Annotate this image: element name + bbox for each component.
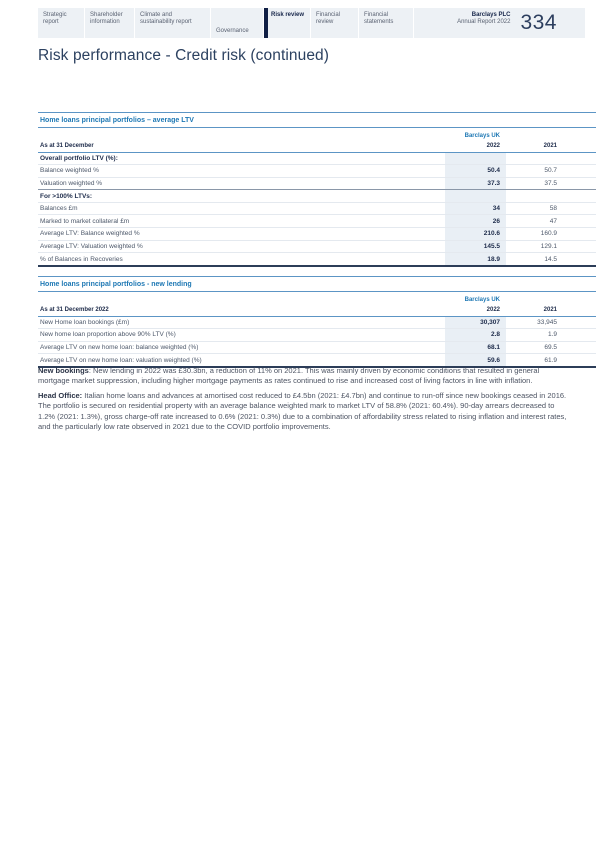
table-row (38, 164, 596, 177)
value-2022: 50.4 (445, 165, 506, 177)
commentary-paragraph (38, 391, 569, 433)
table-body (38, 317, 596, 366)
commentary (38, 366, 569, 436)
value-2022: 30,307 (445, 317, 506, 329)
nav-tab-shareholder-information[interactable] (85, 8, 135, 38)
table-row (38, 240, 596, 253)
value-2021: 160.9 (540, 230, 557, 238)
value-2021: 69.5 (544, 343, 557, 351)
table-body (38, 153, 596, 265)
row-label: Average LTV on new home loan: valuation weighted (%) (40, 356, 202, 364)
value-2022: 26 (445, 215, 506, 227)
table-row (38, 189, 596, 202)
value-2021 (506, 153, 558, 165)
nav-tab-strategic-report[interactable] (38, 8, 85, 38)
value-2021: 37.5 (544, 179, 557, 187)
nav-tab-climate-and-sustainability-report[interactable] (135, 8, 211, 38)
date-label: As at 31 December (40, 143, 94, 149)
table-group-header-row (38, 292, 596, 305)
nav-tab-governance[interactable] (211, 8, 264, 38)
table-title: Home loans principal portfolios – average LTV (38, 113, 596, 128)
row-spacer (558, 253, 596, 265)
row-spacer (558, 178, 596, 190)
table-row (38, 252, 596, 265)
nav-tab-label: Governance (216, 28, 249, 34)
row-label: Average LTV on new home loan: balance weighted (%) (40, 343, 199, 351)
value-2021: 47 (549, 217, 557, 225)
row-spacer (558, 215, 596, 227)
value-2022: 68.1 (445, 342, 506, 354)
report-nav (38, 8, 585, 38)
paragraph-body: Italian home loans and advances at amortised cost reduced to £4.5bn (2021: £4.7bn) and continue to run-off since new bookings ceased in 2016. The portfolio is secured on residential property with an average balance weighted mark to market LTV of 58.8% (2021: 60.4%). 90-day arrears decreased to 1.2% (2021: 1.3%), gross charge-off rate increased to 0.6% (2021: 0.3%) due to a combination of affordability stress related to rising inflation and interest rates, and the particularly low rate observed in 2021 due to the COVID portfolio improvements. (38, 390, 567, 432)
table-row (38, 202, 596, 215)
table-row (38, 317, 596, 329)
table-row (38, 227, 596, 240)
row-label: Balance weighted % (40, 167, 99, 175)
nav-spacer (414, 8, 457, 38)
date-label: As at 31 December 2022 (40, 307, 109, 313)
brand-report: Annual Report 2022 (457, 19, 511, 25)
row-label: New Home loan bookings (£m) (40, 318, 130, 326)
table-row (38, 341, 596, 354)
nav-tab-financial-review[interactable] (311, 8, 359, 38)
table-row (38, 353, 596, 366)
paragraph-lead: Head Office: (38, 390, 83, 400)
row-label: Average LTV: Balance weighted % (40, 230, 140, 238)
value-2022: 18.9 (445, 253, 506, 265)
row-label: New home loan proportion above 90% LTV (%) (40, 331, 176, 339)
nav-tab-label: Strategic report (43, 12, 67, 25)
year-header-2022: 2022 (486, 143, 500, 149)
row-label: For >100% LTVs: (40, 192, 93, 200)
row-label: Marked to market collateral £m (40, 217, 130, 225)
value-2021: 14.5 (544, 255, 557, 263)
table-row (38, 177, 596, 190)
commentary-paragraph (38, 366, 569, 387)
value-2021: 1.9 (547, 331, 557, 339)
value-2021: 129.1 (540, 242, 557, 250)
nav-tab-label: Financial review (316, 12, 341, 25)
paragraph-lead: New bookings (38, 366, 89, 375)
value-2022: 34 (445, 203, 506, 215)
table-title: Home loans principal portfolios - new lending (38, 277, 596, 292)
group-header-barclays-uk: Barclays UK (464, 297, 500, 303)
page-title: Risk performance - Credit risk (continued) (38, 47, 330, 64)
nav-tab-label: Risk review (271, 12, 305, 18)
row-spacer (558, 203, 596, 215)
row-spacer (558, 241, 596, 253)
value-2021: 33,945 (537, 318, 557, 326)
row-label: Valuation weighted % (40, 179, 103, 187)
page-number: 334 (520, 11, 557, 34)
row-spacer (558, 354, 596, 366)
table-row (38, 153, 596, 165)
value-2021 (506, 190, 558, 202)
nav-tabs (38, 8, 414, 38)
year-header-2021: 2021 (543, 143, 557, 149)
nav-tab-label: Climate and sustainability report (140, 12, 192, 25)
row-label: Balances £m (40, 205, 78, 213)
value-2022: 59.6 (445, 354, 506, 366)
year-header-2022: 2022 (486, 307, 500, 313)
year-header-2021: 2021 (543, 307, 557, 313)
row-spacer (558, 342, 596, 354)
value-2022 (445, 153, 506, 165)
nav-tab-label: Financial statements (364, 12, 394, 25)
row-label: % of Balances in Recoveries (40, 255, 123, 263)
value-2021: 50.7 (544, 167, 557, 175)
row-label: Overall portfolio LTV (%): (40, 154, 118, 162)
value-2022: 2.8 (445, 329, 506, 341)
value-2021: 58 (549, 205, 557, 213)
row-label: Average LTV: Valuation weighted % (40, 242, 143, 250)
value-2022: 37.3 (445, 178, 506, 190)
table-row (38, 328, 596, 341)
row-spacer (558, 317, 596, 329)
table-row (38, 214, 596, 227)
table-column-header-row (38, 141, 596, 153)
row-spacer (558, 228, 596, 240)
nav-tab-financial-statements[interactable] (359, 8, 414, 38)
table-column-header-row (38, 305, 596, 317)
nav-tab-label: Shareholder information (90, 12, 123, 25)
brand-name: Barclays PLC (471, 12, 511, 18)
table-group-header-row (38, 128, 596, 141)
row-spacer (558, 329, 596, 341)
table-new-lending (38, 276, 596, 368)
brand-block (457, 8, 516, 38)
group-header-barclays-uk: Barclays UK (464, 133, 500, 139)
value-2022: 210.6 (445, 228, 506, 240)
value-2022: 145.5 (445, 241, 506, 253)
table-average-ltv (38, 112, 596, 267)
nav-tab-risk-review[interactable] (264, 8, 311, 38)
row-spacer (558, 165, 596, 177)
row-spacer (558, 190, 596, 202)
paragraph-body: : New lending in 2022 was £30.3bn, a reduction of 11% on 2021. This was mainly driven by economic conditions that resulted in general mortgage market suppression, including higher mortgage payments as rates continued to rise and increased cost of living factors in line with inflation. (38, 366, 540, 386)
value-2021: 61.9 (544, 356, 557, 364)
row-spacer (558, 153, 596, 165)
value-2022 (445, 190, 506, 202)
